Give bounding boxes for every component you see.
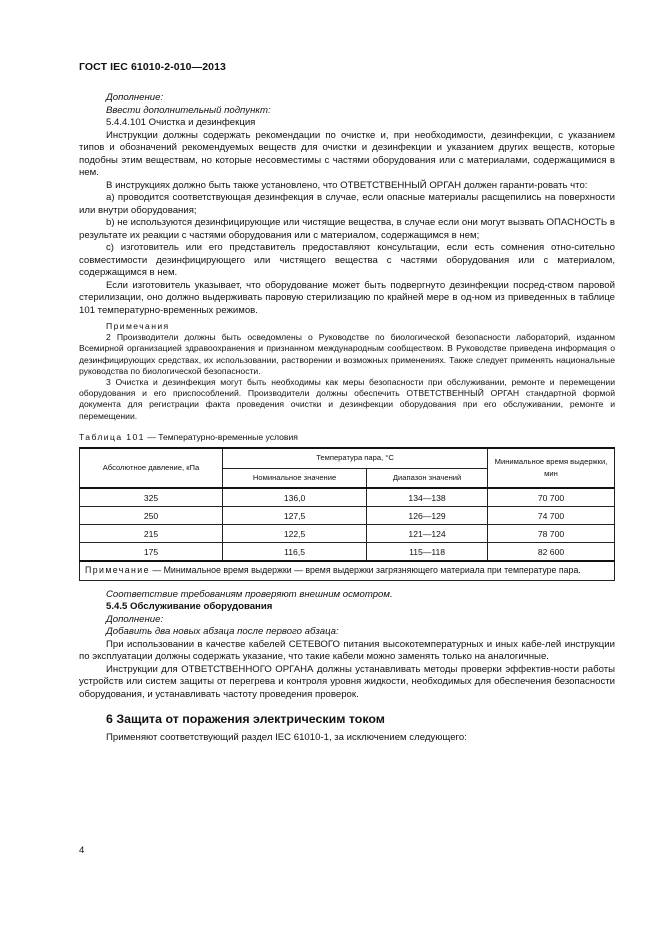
notes-title: Примечания bbox=[106, 321, 170, 331]
cell-pressure: 325 bbox=[80, 488, 223, 507]
cell-time: 82 600 bbox=[488, 543, 615, 562]
cell-time: 70 700 bbox=[488, 488, 615, 507]
table-row bbox=[80, 507, 615, 525]
cell-nominal: 127,5 bbox=[223, 507, 367, 525]
cell-range: 126—129 bbox=[367, 507, 488, 525]
col-header-time: Минимальное время выдержки, мин bbox=[488, 448, 615, 488]
table-note-text: — Минимальное время выдержки — время выдержки загрязняющего материала при температуре пара. bbox=[149, 565, 581, 576]
document-header: ГОСТ IEC 61010-2-010—2013 bbox=[79, 61, 226, 73]
table-caption-label: Таблица 101 bbox=[79, 431, 145, 442]
paragraph: Применяют соответствующий раздел IEC 61010-1, за исключением следующего: bbox=[106, 731, 467, 743]
paragraph: В инструкциях должно быть также установлено, что ОТВЕТСТВЕННЫЙ ОРГАН должен гаранти-ровать что: bbox=[106, 179, 588, 191]
table-note-label: Примечание bbox=[85, 565, 150, 576]
list-item: с) изготовитель или его представитель предоставляют консультации, если есть сомнения отно-сительно совместимости дезинфицирующего или чистящего вещества с частями оборудования или с материалом, содержащимся в нем. bbox=[79, 242, 615, 278]
addition-intro: Ввести дополнительный подпункт: bbox=[106, 104, 271, 116]
col-header-pressure: Абсолютное давление, кПа bbox=[80, 448, 223, 488]
addition-intro: Добавить два новых абзаца после первого абзаца: bbox=[106, 626, 339, 638]
cell-pressure: 215 bbox=[80, 525, 223, 543]
note: 2 Производители должны быть осведомлены о Руководстве по биологической безопасности лабораторий, изданном Всемирной организацией здравоохранения и признанном международным сообществом. В Руководстве приведена информация о дезинфицирующих средствах, их использовании, растворении и возможных применениях. Также следует применять национальные руководства по биологической безопасности. bbox=[79, 332, 615, 376]
cell-pressure: 250 bbox=[80, 507, 223, 525]
cell-time: 78 700 bbox=[488, 525, 615, 543]
col-header-range: Диапазон значений bbox=[367, 468, 488, 488]
page-number: 4 bbox=[79, 845, 85, 856]
paragraph: Если изготовитель указывает, что оборудование может быть подвергнуто дезинфекции посред-ством паровой стерилизации, оно должно выдерживать паровую стерилизацию по крайней мере в од-ном из приведенных в таблице 101 температурно-временных режимов. bbox=[79, 279, 615, 316]
document-body bbox=[79, 92, 615, 744]
list-item: b) не используются дезинфицирующие или чистящие вещества, в случае если они могут вызвать ОПАСНОСТЬ в результате их реакции с частями оборудования или с материалом, содержащимся в нем; bbox=[79, 217, 615, 241]
cell-nominal: 116,5 bbox=[223, 543, 367, 562]
col-header-temperature: Температура пара, °С bbox=[223, 448, 488, 468]
addition-label: Дополнение: bbox=[106, 92, 164, 103]
table-row bbox=[80, 543, 615, 562]
paragraph: Инструкции для ОТВЕТСТВЕННОГО ОРГАНА должны устанавливать методы проверки эффектив-ности работы устройств или систем защиты от перегрева и контроля уровня жидкости, необходимых для обеспечения безопасности оборудования, и устанавливать частоту проведения проверок. bbox=[79, 663, 615, 700]
cell-range: 121—124 bbox=[367, 525, 488, 543]
table-row bbox=[80, 488, 615, 507]
subclause-title: 5.4.4.101 Очистка и дезинфекция bbox=[106, 117, 256, 128]
table-caption bbox=[79, 431, 615, 444]
cell-nominal: 122,5 bbox=[223, 525, 367, 543]
compliance-statement: Соответствие требованиям проверяют внешним осмотром. bbox=[106, 588, 393, 600]
col-header-nominal: Номинальное значение bbox=[223, 468, 367, 488]
cell-range: 115—118 bbox=[367, 543, 488, 562]
list-item: а) проводится соответствующая дезинфекция в случае, если опасные материалы расщепились на поверхности или внутри оборудования; bbox=[79, 192, 615, 216]
table-caption-text: — Температурно-временные условия bbox=[144, 431, 298, 442]
cell-pressure: 175 bbox=[80, 543, 223, 562]
table-row bbox=[80, 525, 615, 543]
subclause-title: 5.4.5 Обслуживание оборудования bbox=[106, 601, 273, 613]
cell-nominal: 136,0 bbox=[223, 488, 367, 507]
cell-time: 74 700 bbox=[488, 507, 615, 525]
paragraph: Инструкции должны содержать рекомендации по очистке и, при необходимости, дезинфекции, с указанием типов и обозначений рекомендуемых веществ для очистки и дезинфекции и указанием других веществ, которые подобны этим веществам, но которые несовместимы с частями оборудования или с материалами, содержащимися в нем. bbox=[79, 129, 615, 178]
temperature-time-table bbox=[79, 447, 615, 581]
addition-label: Дополнение: bbox=[106, 613, 164, 625]
paragraph: При использовании в качестве кабелей СЕТЕВОГО питания высокотемпературных и иных кабе-лей инструкции по эксплуатации должны содержать указание, что такие кабели можно заменять только на аналогичные. bbox=[79, 638, 615, 663]
section-heading: 6 Защита от поражения электрическим током bbox=[106, 712, 385, 727]
note: 3 Очистка и дезинфекция могут быть необходимы как меры безопасности при обслуживании, ремонте и перемещении оборудования и его приспособлений. Производители должны обеспечить ОТВЕТСТВЕННЫЙ ОРГАН стандартной формой документа для регистрации факта проведения очистки и дезинфекции оборудования при его обслуживании, ремонте и перемещении. bbox=[79, 377, 615, 421]
table-note bbox=[80, 561, 615, 580]
cell-range: 134—138 bbox=[367, 488, 488, 507]
